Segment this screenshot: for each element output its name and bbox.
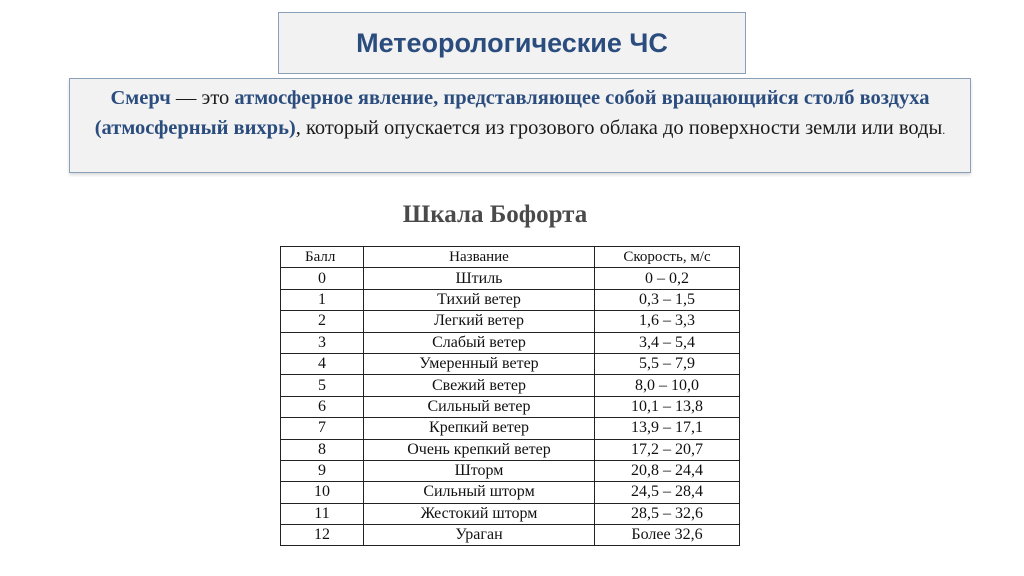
definition-term: Смерч [110,87,171,109]
table-header-row [281,247,740,268]
cell-speed: 8,0 – 10,0 [595,375,740,396]
scale-title: Шкала Бофорта [402,201,588,228]
table-row [281,311,740,332]
cell-speed: 28,5 – 32,6 [595,503,740,524]
cell-score: 2 [281,311,364,332]
cell-name: Штиль [364,268,595,289]
table-row [281,375,740,396]
cell-name: Сильный ветер [364,396,595,417]
header-name: Название [364,247,595,268]
header-score: Балл [281,247,364,268]
definition-part2: , который опускается из грозового облака до поверхности земли или воды [295,117,943,139]
table-row [281,482,740,503]
cell-name: Слабый ветер [364,332,595,353]
definition-dash: — это [170,87,235,109]
cell-name: Умеренный ветер [364,353,595,374]
cell-speed: 10,1 – 13,8 [595,396,740,417]
cell-name: Жестокий шторм [364,503,595,524]
cell-score: 9 [281,460,364,481]
cell-speed: 20,8 – 24,4 [595,460,740,481]
header-speed: Скорость, м/с [595,247,740,268]
cell-score: 8 [281,439,364,460]
cell-score: 6 [281,396,364,417]
cell-name: Крепкий ветер [364,418,595,439]
cell-speed: 3,4 – 5,4 [595,332,740,353]
cell-speed: 0 – 0,2 [595,268,740,289]
table-row [281,353,740,374]
table-row [281,289,740,310]
cell-score: 12 [281,525,364,546]
definition-box [69,78,971,173]
cell-score: 1 [281,289,364,310]
cell-speed: 5,5 – 7,9 [595,353,740,374]
cell-speed: 17,2 – 20,7 [595,439,740,460]
cell-name: Легкий ветер [364,311,595,332]
table-row [281,396,740,417]
table-row [281,439,740,460]
cell-name: Ураган [364,525,595,546]
table-row [281,418,740,439]
cell-score: 11 [281,503,364,524]
title-box [278,12,746,74]
cell-name: Тихий ветер [364,289,595,310]
cell-name: Сильный шторм [364,482,595,503]
beaufort-table [280,246,740,546]
cell-score: 3 [281,332,364,353]
definition-part1: атмосферное явление, представляющее собой вращающийся столб воздуха (атмосферный вихрь) [94,87,930,139]
definition-end: . [942,123,946,137]
table-row [281,525,740,546]
cell-score: 10 [281,482,364,503]
cell-speed: 1,6 – 3,3 [595,311,740,332]
table-row [281,460,740,481]
cell-speed: 0,3 – 1,5 [595,289,740,310]
cell-score: 7 [281,418,364,439]
cell-speed: 13,9 – 17,1 [595,418,740,439]
cell-score: 0 [281,268,364,289]
cell-name: Шторм [364,460,595,481]
cell-name: Свежий ветер [364,375,595,396]
cell-score: 5 [281,375,364,396]
cell-speed: Более 32,6 [595,525,740,546]
cell-speed: 24,5 – 28,4 [595,482,740,503]
table-row [281,503,740,524]
cell-score: 4 [281,353,364,374]
cell-name: Очень крепкий ветер [364,439,595,460]
table-row [281,268,740,289]
slide-title: Метеорологические ЧС [356,27,668,58]
table-row [281,332,740,353]
